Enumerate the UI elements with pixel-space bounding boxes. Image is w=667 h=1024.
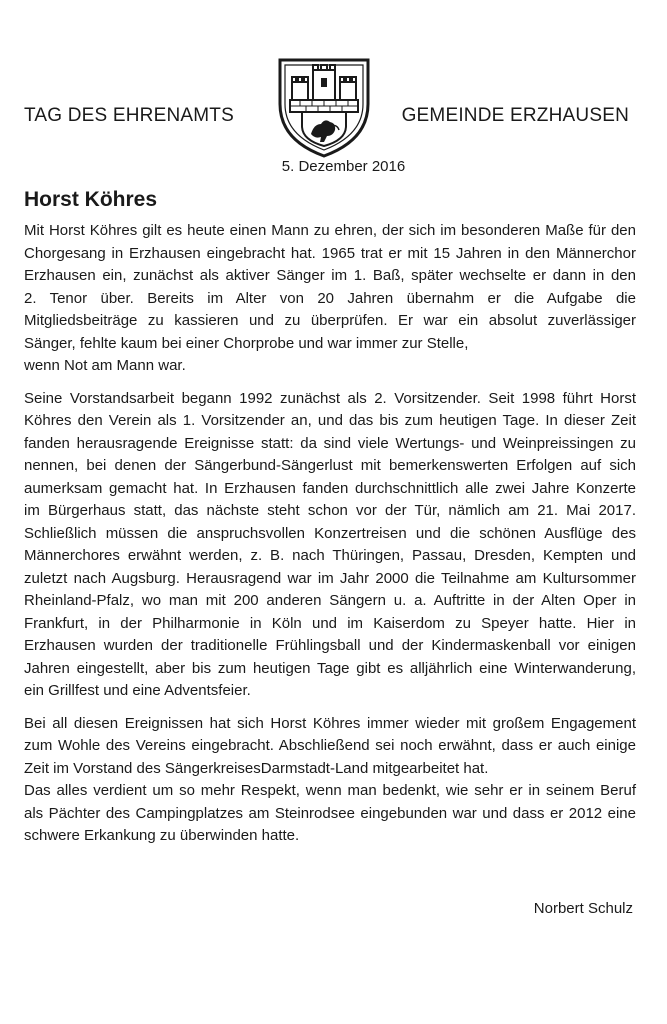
coat-of-arms-icon [276, 48, 372, 160]
text-line: wenn Not am Mann war. [24, 357, 186, 374]
text-line: Das alles verdient um so mehr Respekt, wenn man bedenkt, wie sehr er in seinem Beruf [24, 782, 636, 799]
paragraph-3 [24, 713, 636, 848]
text-line: Sänger, fehlte kaum bei einer Chorprobe und war immer zur Stelle, [24, 334, 469, 352]
text-line: im Bürgerhaus statt, das nächste steht schon vor der Tür, nämlich am 21. Mai 2017. [24, 502, 636, 519]
text-line: Mit Horst Köhres gilt es heute einen Mann zu ehren, der sich im besonderen Maße für den [24, 222, 636, 239]
text-line: als Pächter des Campingplatzes am Steinrodsee eingebunden war und dass er 2012 eine [24, 804, 636, 822]
text-line: Frankfurt, in der Philharmonie in Köln und im Kaiserdom zu Speyer hatte. Hier in [24, 614, 636, 632]
text-line: Erzhausen ein, zunächst als aktiver Sänger im 1. Baß, später wechselte er dann in den [24, 267, 636, 284]
header-right-title: GEMEINDE ERZHAUSEN [401, 105, 629, 126]
text-line: Rheinland-Pfalz, wo man mit 200 anderen Sängern u. a. Auftritte in der Alten Oper in [24, 592, 636, 609]
text-line: Chorgesang in Erzhausen eingebracht hat. 1965 trat er mit 15 Jahren in den Männerchor [24, 244, 636, 262]
text-line: Schließlich müssen die anspruchsvollen Konzertreisen und die schönen Ausflüge des [24, 524, 636, 542]
text-line: Erzhausen wurden der traditionelle Frühlingsball und der Kindermaskenball vor einigen [24, 637, 636, 654]
text-line: zuletzt nach Augsburg. Herausragend war im Jahr 2000 die Teilnahme am Kultursommer [24, 569, 636, 587]
text-line: Jahren eingestellt, aber bis zum heutigen Tage gibt es alljährlich eine Winterwanderung, [24, 659, 636, 677]
text-line: zum Wohle des Vereins eingebracht. Abschließend sei noch erwähnt, dass er auch einige [24, 737, 636, 754]
text-line: Seine Vorstandsarbeit begann 1992 zunächst als 2. Vorsitzender. Seit 1998 führt Horst [24, 389, 636, 407]
text-line: nennen, bei denen der Sängerbund-Sängerlust mit bemerkenswerten Erfolgen auf sich [24, 457, 636, 474]
text-line: Köhres den Verein als 1. Vorsitzender an, und das bis zum heutigen Tage. In dieser Zeit [24, 412, 636, 429]
text-line: Männerchores erwähnt werden, z. B. nach Thüringen, Passau, Dresden, Kempten und [24, 547, 636, 564]
paragraph-1 [24, 220, 636, 378]
text-line: 2. Tenor über. Bereits im Alter von 20 Jahren übernahm er die Aufgabe die [24, 289, 636, 307]
text-line: Mitgliedsbeiträge zu kassieren und zu überprüfen. Er war ein absolut zuverlässiger [24, 312, 636, 329]
text-line: ein Grillfest und eine Adventsfeier. [24, 682, 251, 699]
text-line: Zeit im Vorstand des SängerkreisesDarmstadt-Land mitgearbeitet hat. [24, 759, 489, 777]
paragraph-2 [24, 388, 636, 703]
text-line: schwere Erkankung zu überwinden hatte. [24, 827, 300, 844]
signature: Norbert Schulz [533, 900, 633, 917]
header-left-title: TAG DES EHRENAMTS [24, 105, 234, 126]
text-line: aumerksam gemacht hat. In Erzhausen fanden durchschnittlich alle zwei Jahre Konzerte [24, 479, 636, 497]
document-date: 5. Dezember 2016 [281, 158, 406, 175]
article-body [24, 220, 636, 858]
text-line: fanden herausragende Ereignisse statt: da sind viele Wertungs- und Weinpreissingen zu [24, 434, 636, 452]
text-line: Bei all diesen Ereignissen hat sich Horst Köhres immer wieder mit großem Engagement [24, 714, 636, 732]
article-title: Horst Köhres [24, 188, 158, 211]
